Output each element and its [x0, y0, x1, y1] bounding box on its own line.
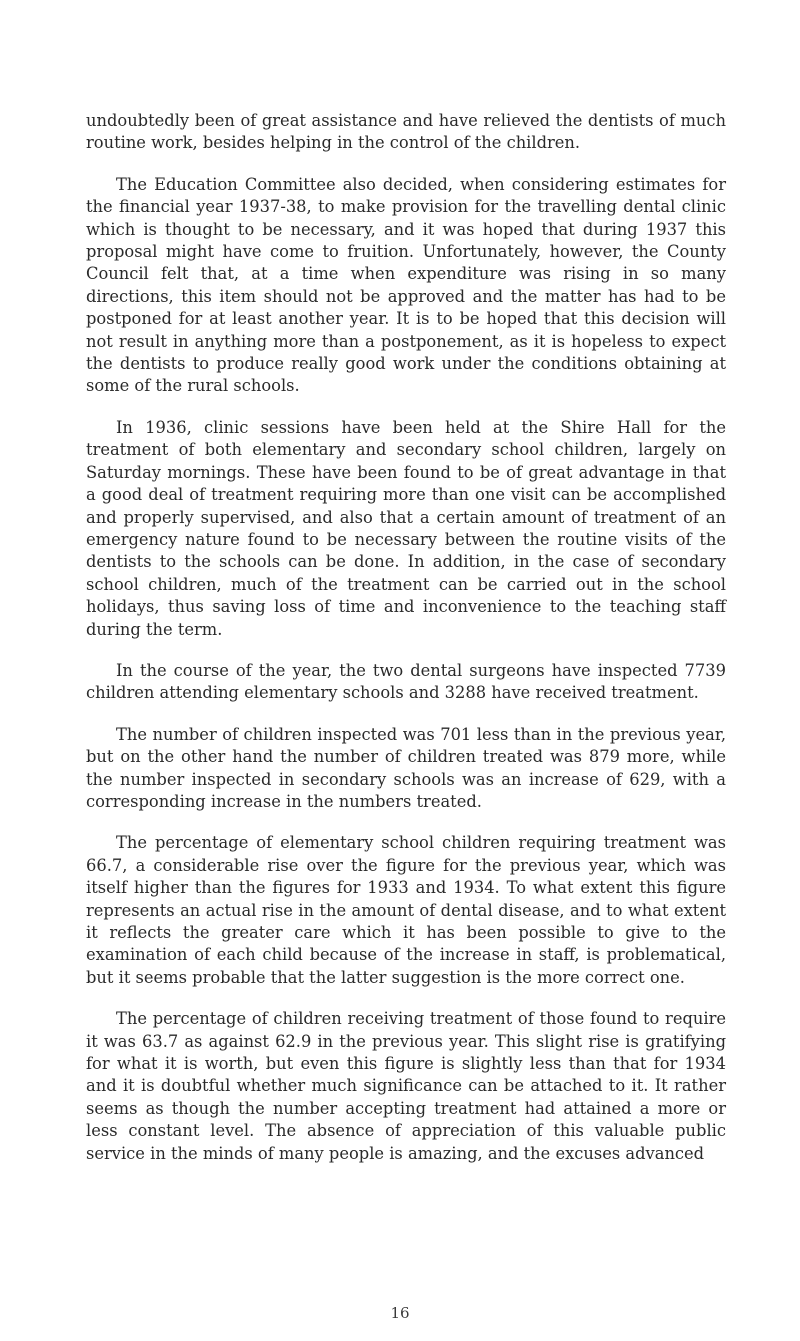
document-page: [86, 110, 726, 1184]
paragraph-education-committee: The Education Committee also decided, when considering estimates for the financial year 1937-38, to make provision for the travelling dental clinic which is thought to be necessary, and it was hoped that during 1937 this proposal might have come to fruition. Unfortunately, however, the County Council felt that, at a time when expenditure was rising in so many directions, this item should not be approved and the matter has had to be postponed for at least another year. It is to be hoped that this decision will not result in anything more than a postponement, as it is hopeless to expect the dentists to produce really good work under the conditions obtaining at some of the rural schools.: [86, 174, 726, 396]
page-number: 16: [390, 1304, 410, 1322]
paragraph-numbers-inspected: The number of children inspected was 701 less than in the previous year, but on the other hand the number of children treated was 879 more, while the number inspected in secondary schools was an increase of 629, with a corresponding increase in the numbers treated.: [86, 724, 726, 811]
paragraph-inspections: In the course of the year, the two dental surgeons have inspected 7739 children attending elementary schools and 3288 have received treatment.: [86, 660, 726, 703]
paragraph-percentage-requiring: The percentage of elementary school children requiring treatment was 66.7, a considerable rise over the figure for the previous year, which was itself higher than the figures for 1933 and 1934. To what extent this figure represents an actual rise in the amount of dental disease, and to what extent it reflects the greater care which it has been possible to give to the examination of each child because of the increase in staff, is problematical, but it seems probable that the latter suggestion is the more correct one.: [86, 833, 726, 987]
paragraph-continuation: undoubtedly been of great assistance and have relieved the dentists of much routine work, besides helping in the control of the children.: [86, 111, 726, 153]
paragraph-clinic-sessions: In 1936, clinic sessions have been held at the Shire Hall for the treatment of both elementary and secondary school children, largely on Saturday mornings. These have been found to be of great advantage in that a good deal of treatment requiring more than one visit can be accomplished and properly supervised, and also that a certain amount of treatment of an emergency nature found to be necessary between the routine visits of the dentists to the schools can be done. In addition, in the case of secondary school children, much of the treatment can be carried out in the school holidays, thus saving loss of time and inconvenience to the teaching staff during the term.: [86, 417, 726, 639]
paragraph-percentage-receiving: The percentage of children receiving treatment of those found to require it was 63.7 as against 62.9 in the previous year. This slight rise is gratifying for what it is worth, but even this figure is slightly less than that for 1934 and it is doubtful whether much significance can be attached to it. It rather seems as though the number accepting treatment had attained a more or less constant level. The absence of appreciation of this valuable public service in the minds of many people is amazing, and the excuses advanced: [86, 1009, 726, 1163]
